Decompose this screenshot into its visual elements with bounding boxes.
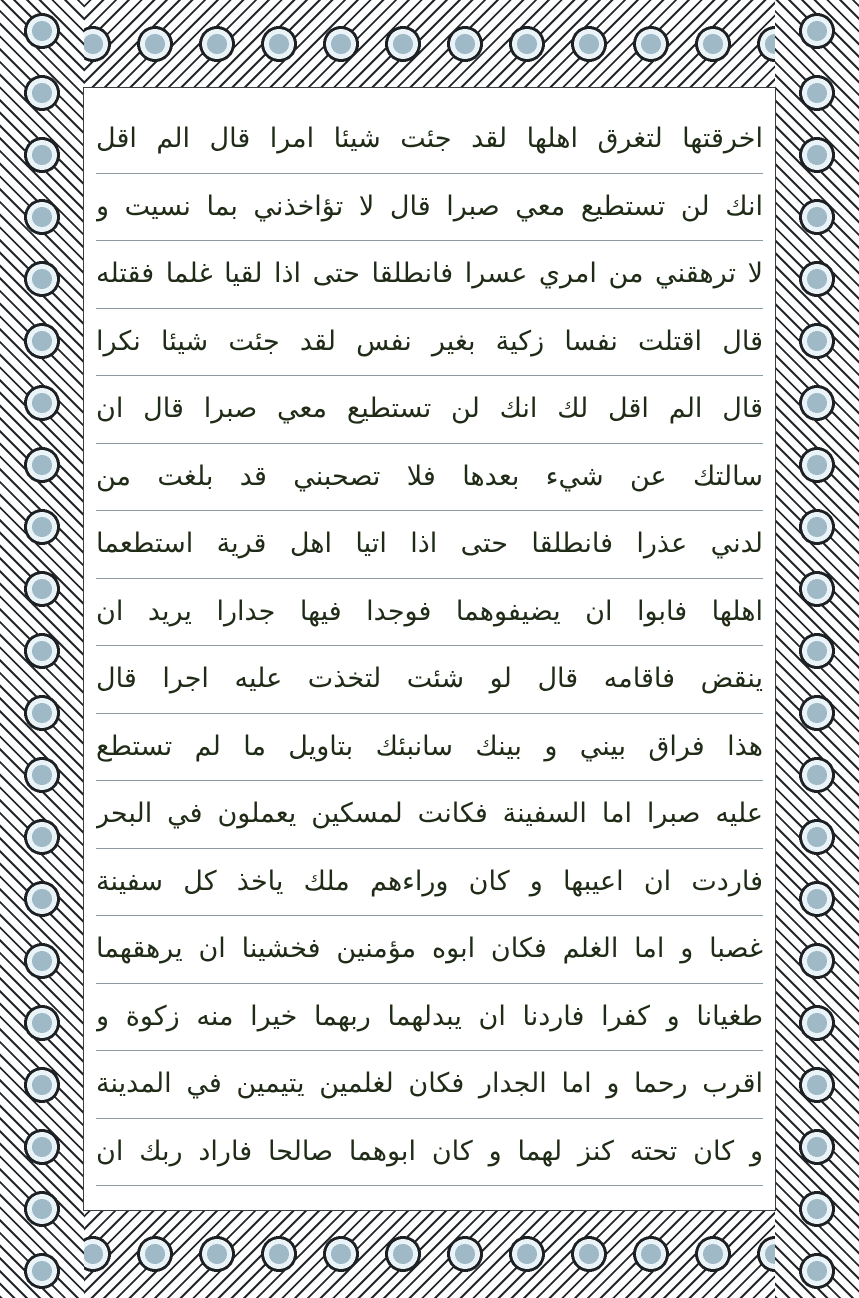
text-line-5: قال الم اقل لك انك لن تستطيع معي صبرا قال ان <box>96 376 763 444</box>
border-left-pattern <box>0 0 84 1298</box>
text-line-12: فاردت ان اعيبها و كان وراءهم ملك ياخذ كل سفينة <box>96 849 763 917</box>
text-line-7: لدني عذرا فانطلقا حتى اذا اتيا اهل قرية استطعما <box>96 511 763 579</box>
quran-page <box>84 88 775 1210</box>
text-line-6: سالتك عن شيء بعدها فلا تصحبني قد بلغت من <box>96 444 763 512</box>
text-line-13: غصبا و اما الغلم فكان ابوه مؤمنين فخشينا ان يرهقهما <box>96 916 763 984</box>
text-line-11: عليه صبرا اما السفينة فكانت لمسكين يعملون في البحر <box>96 781 763 849</box>
text-line-2: انك لن تستطيع معي صبرا قال لا تؤاخذني بما نسيت و <box>96 174 763 242</box>
text-line-1: اخرقتها لتغرق اهلها لقد جئت شيئا امرا قال الم اقل <box>96 106 763 174</box>
text-line-9: ينقض فاقامه قال لو شئت لتخذت عليه اجرا قال <box>96 646 763 714</box>
text-lines <box>96 106 763 1186</box>
text-line-16: و كان تحته كنز لهما و كان ابوهما صالحا فاراد ربك ان <box>96 1119 763 1187</box>
text-line-10: هذا فراق بيني و بينك سانبئك بتاويل ما لم تستطع <box>96 714 763 782</box>
text-line-4: قال اقتلت نفسا زكية بغير نفس لقد جئت شيئا نكرا <box>96 309 763 377</box>
text-line-14: طغيانا و كفرا فاردنا ان يبدلهما ربهما خيرا منه زكوة و <box>96 984 763 1052</box>
border-right-pattern <box>775 0 859 1298</box>
text-line-3: لا ترهقني من امري عسرا فانطلقا حتى اذا لقيا غلما فقتله <box>96 241 763 309</box>
border-top-pattern <box>0 0 859 88</box>
text-line-8: اهلها فابوا ان يضيفوهما فوجدا فيها جدارا يريد ان <box>96 579 763 647</box>
text-line-15: اقرب رحما و اما الجدار فكان لغلمين يتيمين في المدينة <box>96 1051 763 1119</box>
border-bottom-pattern <box>0 1210 859 1298</box>
